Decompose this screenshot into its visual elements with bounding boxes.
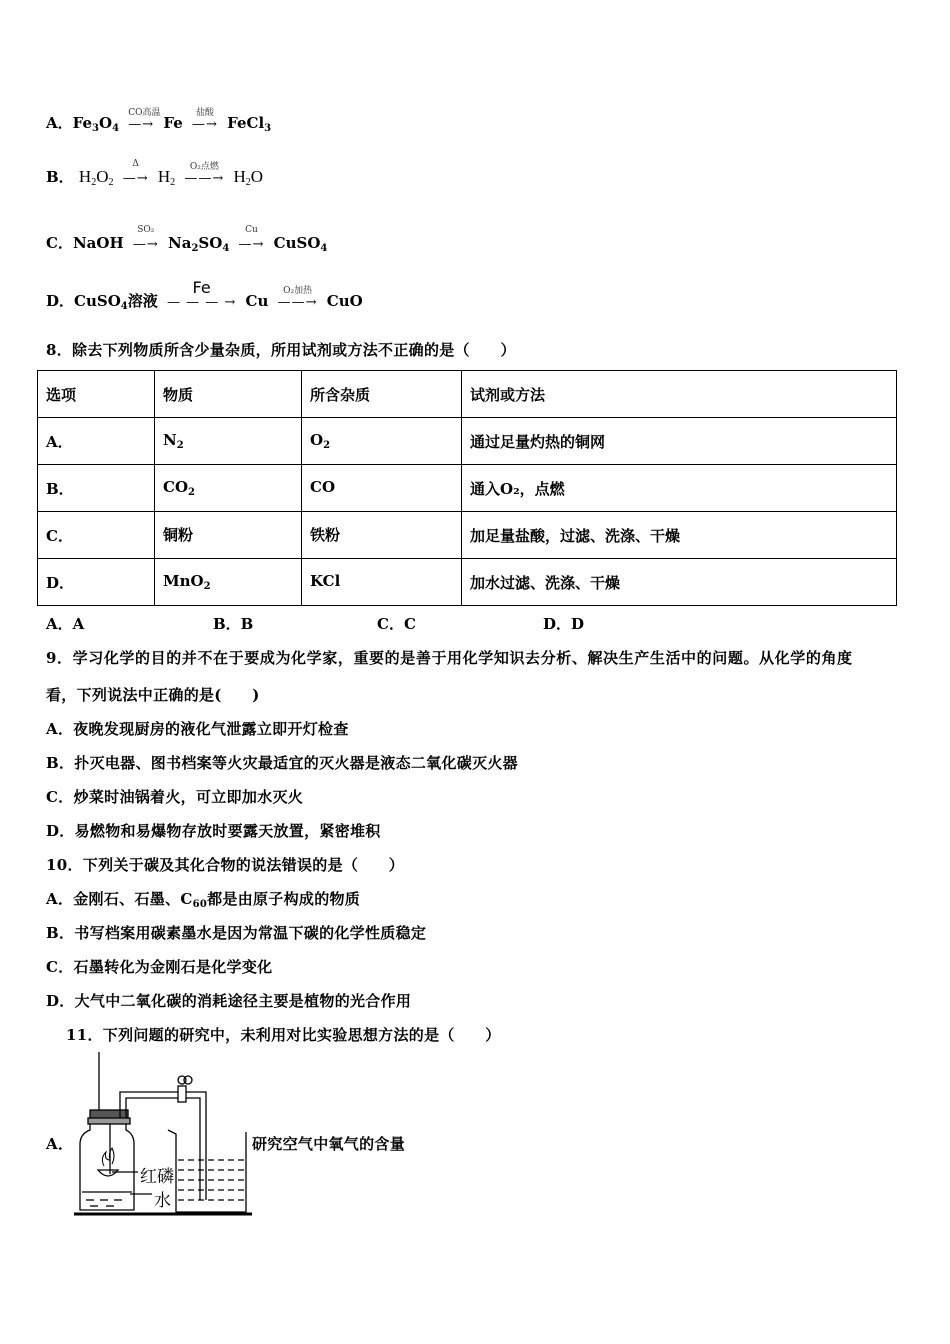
label-red-phosphorus: 红磷 — [140, 1167, 174, 1187]
q7-option-c: C．NaOH SO₂ —→ $Na_2SO_4$ Cu —→ CuSO$_4$ — [46, 224, 328, 254]
q8-stem: 8．除去下列物质所含少量杂质，所用试剂或方法不正确的是（ ） — [46, 341, 516, 359]
reaction-arrow: O₂点燃 ——→ — [184, 161, 225, 186]
table-header-row — [38, 371, 897, 418]
reaction-arrow: SO₂ —→ — [132, 224, 159, 252]
q9-option-a[interactable]: A．夜晚发现厨房的液化气泄露立即开灯检查 — [46, 720, 349, 738]
q8-answer-a[interactable]: A．A — [46, 615, 85, 633]
reaction-arrow: Cu —→ — [238, 224, 265, 252]
reaction-arrow: O₂加热 ——→ — [277, 285, 318, 310]
q9-option-d[interactable]: D．易燃物和易爆物存放时要露天放置，紧密堆积 — [46, 822, 381, 840]
q8-answer-c[interactable]: C．C — [377, 615, 416, 633]
q9-option-c[interactable]: C．炒菜时油锅着火，可立即加水灭火 — [46, 788, 304, 806]
q8-table — [37, 370, 897, 606]
q7-option-d: D．CuSO$_4$溶液 Fe — — — → Cu O₂加热 ——→ CuO — [46, 277, 363, 312]
q11-option-a-text: 研究空气中氧气的含量 — [252, 1135, 406, 1153]
q10-stem: 10．下列关于碳及其化合物的说法错误的是（ ） — [46, 856, 405, 874]
header-cell: 物质 — [155, 371, 302, 418]
q10-option-a[interactable]: A．金刚石、石墨、$C_{60}$都是由原子构成的物质 — [46, 890, 361, 910]
header-cell: 试剂或方法 — [462, 371, 897, 418]
label-water: 水 — [154, 1191, 171, 1211]
reaction-arrow: Δ —→ — [122, 158, 149, 186]
q7-option-b: B． $H_2O_2$ Δ —→ $H_2$ O₂点燃 ——→ $H_2O$ — [46, 158, 264, 188]
q9-stem-line1: 9．学习化学的目的并不在于要成为化学家，重要的是善于用化学知识去分析、解决生产生活中的问题。从化学的角度 — [46, 649, 853, 667]
reaction-arrow: 盐酸 —→ — [192, 107, 218, 132]
q8-answer-d[interactable]: D．D — [543, 615, 585, 633]
q10-option-b[interactable]: B．书写档案用碳素墨水是因为常温下碳的化学性质稳定 — [46, 924, 427, 942]
table-row: C． 铜粉 铁粉 加足量盐酸，过滤、洗涤、干燥 — [38, 512, 897, 559]
table-row: D． MnO$_2$ KCl 加水过滤、洗涤、干燥 — [38, 559, 897, 606]
reaction-arrow: CO高温 —→ — [128, 107, 161, 132]
q11-stem: 11．下列问题的研究中，未利用对比实验思想方法的是（ ） — [66, 1026, 501, 1044]
q7-option-a: A．$Fe_3O_4$ CO高温 —→ Fe 盐酸 —→ FeCl$_3$ — [46, 107, 272, 134]
q9-stem-line2: 看，下列说法中正确的是( ) — [46, 686, 260, 704]
table-row: B． $CO_2$ CO 通入O₂，点燃 — [38, 465, 897, 512]
q8-answer-b[interactable]: B．B — [213, 615, 254, 633]
reaction-arrow: Fe — — — → — [166, 277, 237, 310]
table-row: A． $N_2$ $O_2$ 通过足量灼热的铜网 — [38, 418, 897, 465]
q11-option-a-letter[interactable]: A． — [46, 1135, 74, 1153]
q9-option-b[interactable]: B．扑灭电器、图书档案等火灾最适宜的灭火器是液态二氧化碳灭火器 — [46, 754, 518, 772]
header-cell: 所含杂质 — [302, 371, 462, 418]
header-cell: 选项 — [38, 371, 155, 418]
q10-option-c[interactable]: C．石墨转化为金刚石是化学变化 — [46, 958, 273, 976]
q10-option-d[interactable]: D．大气中二氧化碳的消耗途径主要是植物的光合作用 — [46, 992, 412, 1010]
